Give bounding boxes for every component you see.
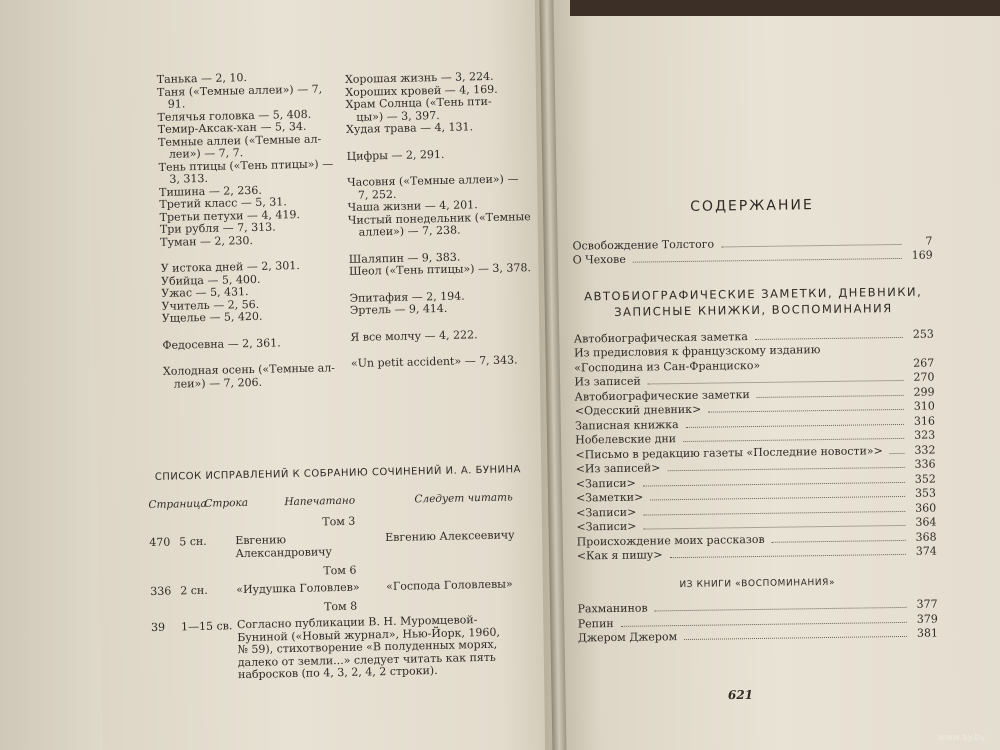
index-entry: Федосевна — 2, 361. [162,335,281,352]
toc-item-title: Автобиографическая заметка [573,329,748,346]
toc-item-page: 353 [914,486,937,500]
index-entry: Тишина — 2, 236. [159,183,262,199]
index-entry: Танька — 2, 10. [156,71,248,86]
index-entry: Таня («Темные аллеи») — 7, [156,82,323,99]
index-entry: Хорошая жизнь — 3, 224. [344,69,494,86]
toc-leader-dots [755,336,903,339]
toc-item-title: Записная книжка [574,417,679,433]
toc-item-page: 316 [913,413,936,428]
watermark: www.ay.by [938,733,986,743]
toc-item-title: Автобиографические заметки [574,387,750,404]
toc-item-page: 360 [915,500,937,515]
row-page: 336 [150,584,172,598]
header-page: Страница [148,497,207,511]
toc-leader-dots [643,525,905,530]
toc-item-page: 169 [911,248,933,262]
index-column-2 [345,70,536,370]
toc-leader-dots [650,496,905,501]
toc-item-title: Происхождение моих рассказов [576,532,765,549]
index-entry: Туман — 2, 230. [160,233,254,249]
index-entry: Храм Солнца («Тень пти- [345,94,492,111]
toc-item-title: О Чехове [572,252,626,267]
toc-leader-dots [721,243,901,247]
toc-item-page: 352 [914,471,936,486]
index-entry: Три рубля — 7, 313. [159,220,276,236]
index-entry: Темир-Аксак-хан — 5, 34. [157,119,307,136]
index-entry: 7, 252. [347,187,397,202]
index-entry: Холодная осень («Темные ал- [162,361,336,378]
correction-row [149,528,529,562]
toc-top-items [572,234,932,268]
row-fix: «Господа Головлевы» [386,577,513,594]
toc-item-title: <Из записей> [575,461,661,476]
row-page: 470 [149,535,171,549]
toc-item-title: Освобождение Толстого [572,237,715,253]
toc-item-title: <Записи> [576,505,637,520]
index-entry: Телячья головка — 5, 408. [157,107,312,124]
toc-leader-dots [633,258,902,263]
toc-item-title: Рахманинов [577,601,648,616]
toc-leader-dots [621,621,907,626]
toc-item-title: Джером Джером [577,630,678,645]
toc-leader-dots [684,636,907,640]
index-entry: Тень птицы («Тень птицы») — [158,156,334,174]
volume-heading: Том 3 [322,514,356,529]
index-entry: У истока дней — 2, 301. [160,259,300,275]
table-of-contents [572,198,938,646]
index-entry: Учитель — 2, 56. [161,297,260,313]
index-entry: «Un petit accident» — 7, 343. [350,353,518,370]
toc-leader-dots [643,510,905,515]
index-entry: Эртель — 9, 414. [349,301,448,317]
index-entry: леи») — 7, 206. [163,375,263,391]
corrections-header [148,491,528,511]
toc-item-title: <Одесский дневник> [574,402,702,418]
toc-leader-dots [648,380,904,385]
row-line: 5 сн. [179,534,207,549]
toc-item [574,341,934,375]
index-entry: Часовня («Темные аллеи») — [347,172,519,189]
index-entry: Шеол («Тень птицы») — 3, 378. [348,261,532,278]
toc-leader-dots [655,607,907,612]
volume-heading: Том 6 [323,563,357,578]
toc-item-page: 323 [914,428,936,442]
row-printed: «Иудушка Головлев» [236,580,360,597]
toc-item-page: 364 [915,515,937,529]
toc-item-page: 379 [916,611,938,626]
index-entry: Цифры — 2, 291. [346,147,445,163]
toc-section2-items [578,597,939,646]
corrections-list [148,464,532,687]
correction-row [151,613,532,683]
toc-item-page: 374 [915,544,937,558]
toc-item-page: 336 [914,457,936,471]
row-page: 39 [150,620,166,634]
toc-leader-dots [667,467,904,471]
index-entry: Ущелье — 5, 420. [161,309,263,325]
toc-section1-items [574,327,937,564]
toc-item-title: Из предисловия к французскому изданию «Господина из Сан-Франциско» [573,343,821,375]
toc-item-page: 381 [916,626,939,640]
header-line: Строка [204,496,249,510]
toc-item-page: 332 [914,442,936,457]
toc-item-title: Репин [577,616,614,630]
index-entry: Я все молчу — 4, 222. [350,327,478,344]
toc-item-page: 299 [913,384,935,399]
row-printed: Евгению Александровичу [235,533,333,561]
toc-item-page: 253 [912,326,934,341]
index-entry: Шаляпин — 9, 383. [348,250,461,266]
toc-leader-dots [686,423,904,427]
index-entry: Чаша жизни — 4, 201. [347,198,478,214]
toc-item-page: 267 [913,355,935,370]
index-column-1 [157,70,349,391]
volume-heading: Том 8 [323,599,358,614]
toc-section-heading: АВТОБИОГРАФИЧЕСКИЕ ЗАМЕТКИ, ДНЕВНИКИ, ЗАПИСНЫЕ КНИЖКИ, ВОСПОМИНАНИЯ [584,284,923,319]
correction-row [150,577,530,598]
toc-item-title: Нобелевские дни [575,432,677,447]
toc-leader-dots [890,452,905,453]
row-line: 2 сн. [180,583,208,598]
toc-item-title: <Заметки> [575,490,644,505]
row-fix: Евгению Алексеевичу [385,528,515,545]
toc-leader-dots [670,554,906,558]
toc-leader-dots [757,394,904,397]
toc-item-page: 310 [913,399,935,413]
index-entry: Худая трава — 4, 131. [345,120,474,136]
toc-title: СОДЕРЖАНИЕ [690,197,814,215]
toc-leader-dots [708,409,904,413]
toc-leader-dots [683,438,904,442]
index-entry: Эпитафия — 2, 194. [349,289,465,305]
toc-leader-dots [643,481,905,486]
toc-item-title: Из записей [574,374,641,389]
header-fix: Следует читать [414,491,513,506]
toc-item-title: <Как я пишу> [576,548,663,563]
toc-item-title: <Записи> [576,519,637,534]
corrections-title: СПИСОК ИСПРАВЛЕНИЙ К СОБРАНИЮ СОЧИНЕНИЙ И. А. БУНИНА [154,464,522,483]
index-entry: Чистый понедельник («Темные [347,209,531,227]
toc-leader-dots [772,539,906,542]
index-entry: 3, 313. [158,171,209,186]
index-entry: Третьи петухи — 4, 419. [159,207,301,224]
toc-item-title: <Письмо в редакцию газеты «Последние новости»> [575,443,883,462]
book-cover-edge [570,0,1000,16]
toc-subsection-heading: ИЗ КНИГИ «ВОСПОМИНАНИЯ» [679,577,836,590]
toc-item-title: <Записи> [575,476,636,491]
toc-item-page: 270 [913,370,935,384]
row-line: 1—15 св. [180,619,233,634]
toc-item-page: 377 [916,597,938,611]
index-entry: цы») — 3, 397. [345,108,440,124]
index-entry: леи») — 7, 7. [158,146,244,161]
page-number: 621 [727,687,754,703]
index-entry: Хороших кровей — 4, 169. [345,82,498,99]
row-note: Согласно публикации В. Н. Муромцевой-Буниной («Новый журнал», Нью-Йорк, 1960, № 59), стихотворение «В полуденных морях, далеко от земли...» следует читать как пять набросков (по 4, 3, 2, 4, 2 строки). [236,613,501,682]
toc-item-page: 7 [925,234,933,248]
index-entry: 91. [157,97,186,111]
index-entry: аллеи») — 7, 238. [348,223,461,239]
index-entry: Темные аллеи («Темные ал- [157,132,322,149]
index-entry: Третий класс — 5, 31. [159,195,287,211]
header-printed: Напечатано [284,494,356,509]
index-entry: Убийца — 5, 400. [160,272,261,288]
toc-item-page: 368 [915,529,937,544]
index-entry: Ужас — 5, 431. [161,285,249,300]
